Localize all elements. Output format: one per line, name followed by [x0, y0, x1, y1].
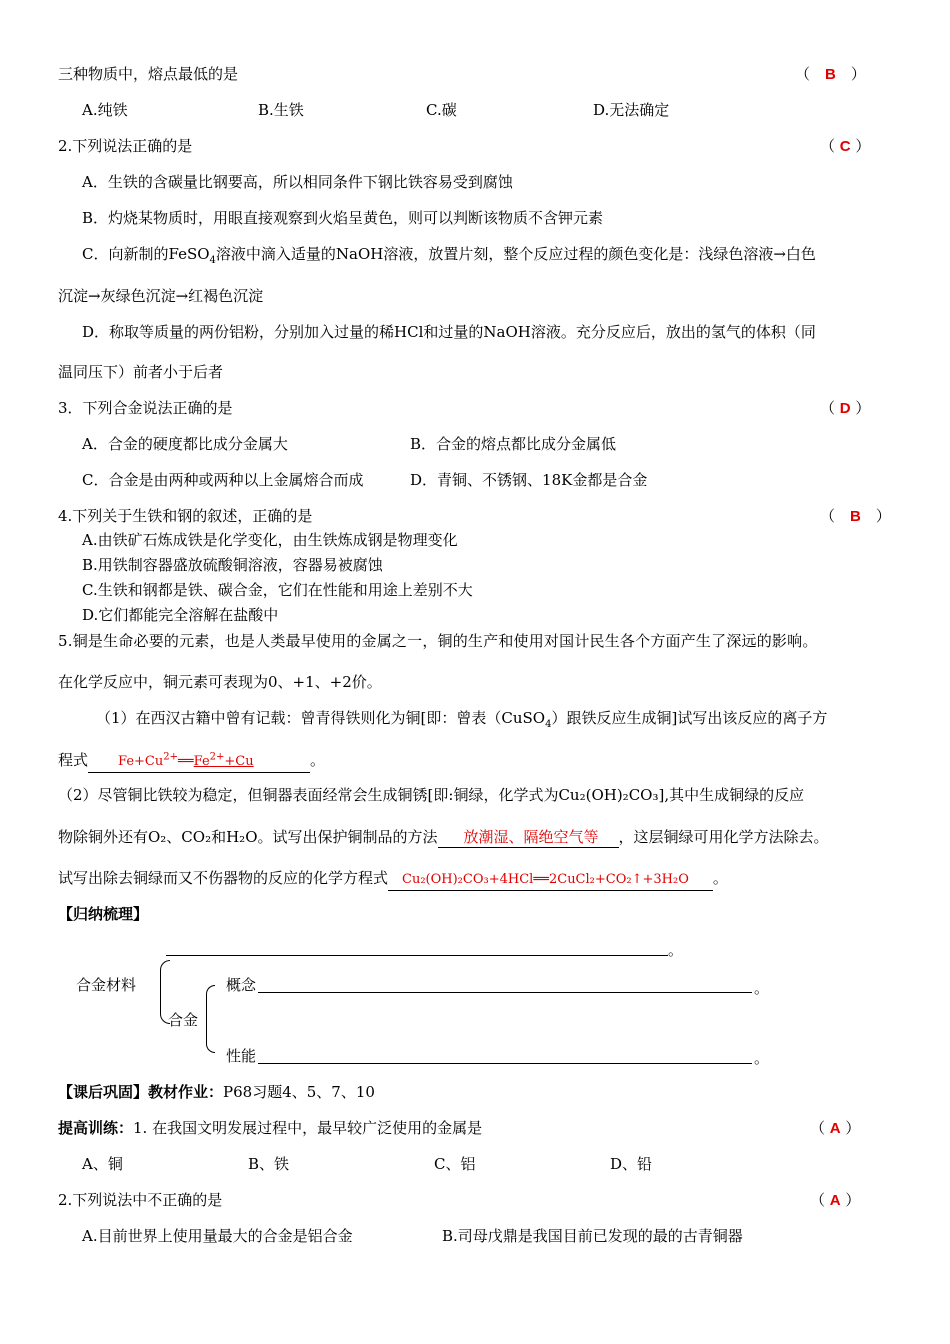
q2-answer-bracket: （ C ） [820, 137, 871, 155]
q3-option-d: D．青铜、不锈钢、18K金都是合金 [410, 471, 648, 489]
q5-part1-line1: （1）在西汉古籍中曾有记载：曾青得铁则化为铜[即：曾表（CuSO$_4$）跟铁反应生成铜]试写出该反应的离子方 [96, 709, 828, 730]
q1-option-c: C.碳 [426, 101, 457, 119]
summary-line-top [166, 955, 668, 956]
improve-q2-answer: A [829, 1192, 841, 1209]
q2-option-b: B．灼烧某物质时，用眼直接观察到火焰呈黄色，则可以判断该物质不含钾元素 [82, 209, 604, 227]
q5-part2-line3: 试写出除去铜绿而又不伤器物的反应的化学方程式 Cu₂(OH)₂CO₃+4HCl══2CuCl₂+CO₂↑+3H₂O 。 [58, 868, 728, 891]
summary-property-period: 。 [754, 1049, 770, 1067]
q4-option-b: B.用铁制容器盛放硫酸铜溶液，容器易被腐蚀 [82, 556, 383, 574]
summary-title: 【归纳梳理】 [58, 905, 149, 923]
q5-ionic-equation-answer: $Fe+Cu^{2+}══Fe^{2+}+Cu$ [88, 752, 310, 773]
q4-option-a: A.由铁矿石炼成铁是化学变化，由生铁炼成钢是物理变化 [82, 531, 458, 549]
improve-q2-option-b: B.司母戊鼎是我国目前已发现的最的古青铜器 [442, 1227, 743, 1245]
q2-option-d-line1: D．称取等质量的两份铝粉，分别加入过量的稀HCl和过量的NaOH溶液。充分反应后，放出的氢气的体积（同 [82, 323, 816, 341]
q2-option-d-line2: 温同压下）前者小于后者 [58, 363, 224, 381]
q5-part1-line2: 程式 $Fe+Cu^{2+}══Fe^{2+}+Cu$ 。 [58, 750, 325, 773]
q1-answer-bracket: （ B ） [795, 65, 866, 83]
summary-brace-inner [206, 985, 215, 1053]
summary-concept-period: 。 [754, 979, 770, 997]
summary-property-line [258, 1063, 752, 1064]
q1-option-d: D.无法确定 [593, 101, 670, 119]
q1-option-a: A.纯铁 [82, 101, 128, 119]
improve-q1-option-c: C、铝 [434, 1155, 476, 1173]
q1-option-b: B.生铁 [258, 101, 304, 119]
q5-line2: 在化学反应中，铜元素可表现为0、+1、+2价。 [58, 673, 382, 691]
improve-q1-option-b: B、铁 [248, 1155, 290, 1173]
q2-option-a: A．生铁的含碳量比钢要高，所以相同条件下钢比铁容易受到腐蚀 [82, 173, 513, 191]
q3-option-b: B．合金的熔点都比成分金属低 [410, 435, 617, 453]
q4-stem: 4.下列关于生铁和钢的叙述，正确的是 [58, 507, 313, 525]
q5-chemical-equation-answer: Cu₂(OH)₂CO₃+4HCl══2CuCl₂+CO₂↑+3H₂O [388, 870, 713, 891]
q5-line1: 5.铜是生命必要的元素，也是人类最早使用的金属之一，铜的生产和使用对国计民生各个方面产生了深远的影响。 [58, 632, 818, 650]
summary-line-top-period: 。 [668, 941, 684, 959]
q2-stem: 2.下列说法正确的是 [58, 137, 193, 155]
q4-option-c: C.生铁和钢都是铁、碳合金，它们在性能和用途上差别不大 [82, 581, 473, 599]
summary-concept-line [258, 992, 752, 993]
improve-q2-option-a: A.目前世界上使用量最大的合金是铝合金 [82, 1227, 353, 1245]
q4-answer: B [850, 508, 861, 525]
summary-branch-label: 合金 [168, 1011, 199, 1029]
q2-answer: C [839, 138, 851, 155]
q3-answer-bracket: （ D ） [820, 399, 871, 417]
q5-protection-answer: 放潮湿、隔绝空气等 [438, 827, 619, 848]
improve-q2-stem: 2.下列说法中不正确的是 [58, 1191, 223, 1209]
homework-line: 【课后巩固】教材作业：P68习题4、5、7、10 [58, 1083, 375, 1101]
q4-option-d: D.它们都能完全溶解在盐酸中 [82, 606, 279, 624]
q4-answer-bracket: （ B ） [820, 507, 891, 525]
improve-q1-option-a: A、铜 [82, 1155, 123, 1173]
improve-q2-answer-bracket: （ A ） [810, 1191, 861, 1209]
improve-q1-option-d: D、铅 [610, 1155, 653, 1173]
improve-q1-answer: A [829, 1120, 841, 1137]
improve-q1-stem: 提高训练：1. 在我国文明发展过程中，最早较广泛使用的金属是 [58, 1119, 483, 1137]
improve-q1-answer-bracket: （ A ） [810, 1119, 861, 1137]
summary-concept-label: 概念 [226, 976, 257, 994]
q2-option-c-line1: C．向新制的FeSO$_4$溶液中滴入适量的NaOH溶液，放置片刻，整个反应过程的颜色变化是：浅绿色溶液→白色 [82, 245, 816, 266]
summary-property-label: 性能 [226, 1047, 257, 1065]
q3-stem: 3．下列合金说法正确的是 [58, 399, 233, 417]
q3-option-a: A．合金的硬度都比成分金属大 [82, 435, 288, 453]
q3-answer: D [839, 400, 851, 417]
q3-option-c: C．合金是由两种或两种以上金属熔合而成 [82, 471, 364, 489]
summary-root-label: 合金材料 [76, 976, 137, 994]
q1-answer: B [825, 66, 836, 83]
q2-option-c-line2: 沉淀→灰绿色沉淀→红褐色沉淀 [58, 287, 264, 305]
q1-stem: 三种物质中，熔点最低的是 [58, 65, 239, 83]
q5-part2-line1: （2）尽管铜比铁较为稳定，但铜器表面经常会生成铜锈[即:铜绿，化学式为Cu₂(OH)₂CO₃],其中生成铜绿的反应 [58, 786, 805, 804]
q5-part2-line2: 物除铜外还有O₂、CO₂和H₂O。试写出保护铜制品的方法 放潮湿、隔绝空气等 ，这层铜绿可用化学方法除去。 [58, 828, 829, 846]
